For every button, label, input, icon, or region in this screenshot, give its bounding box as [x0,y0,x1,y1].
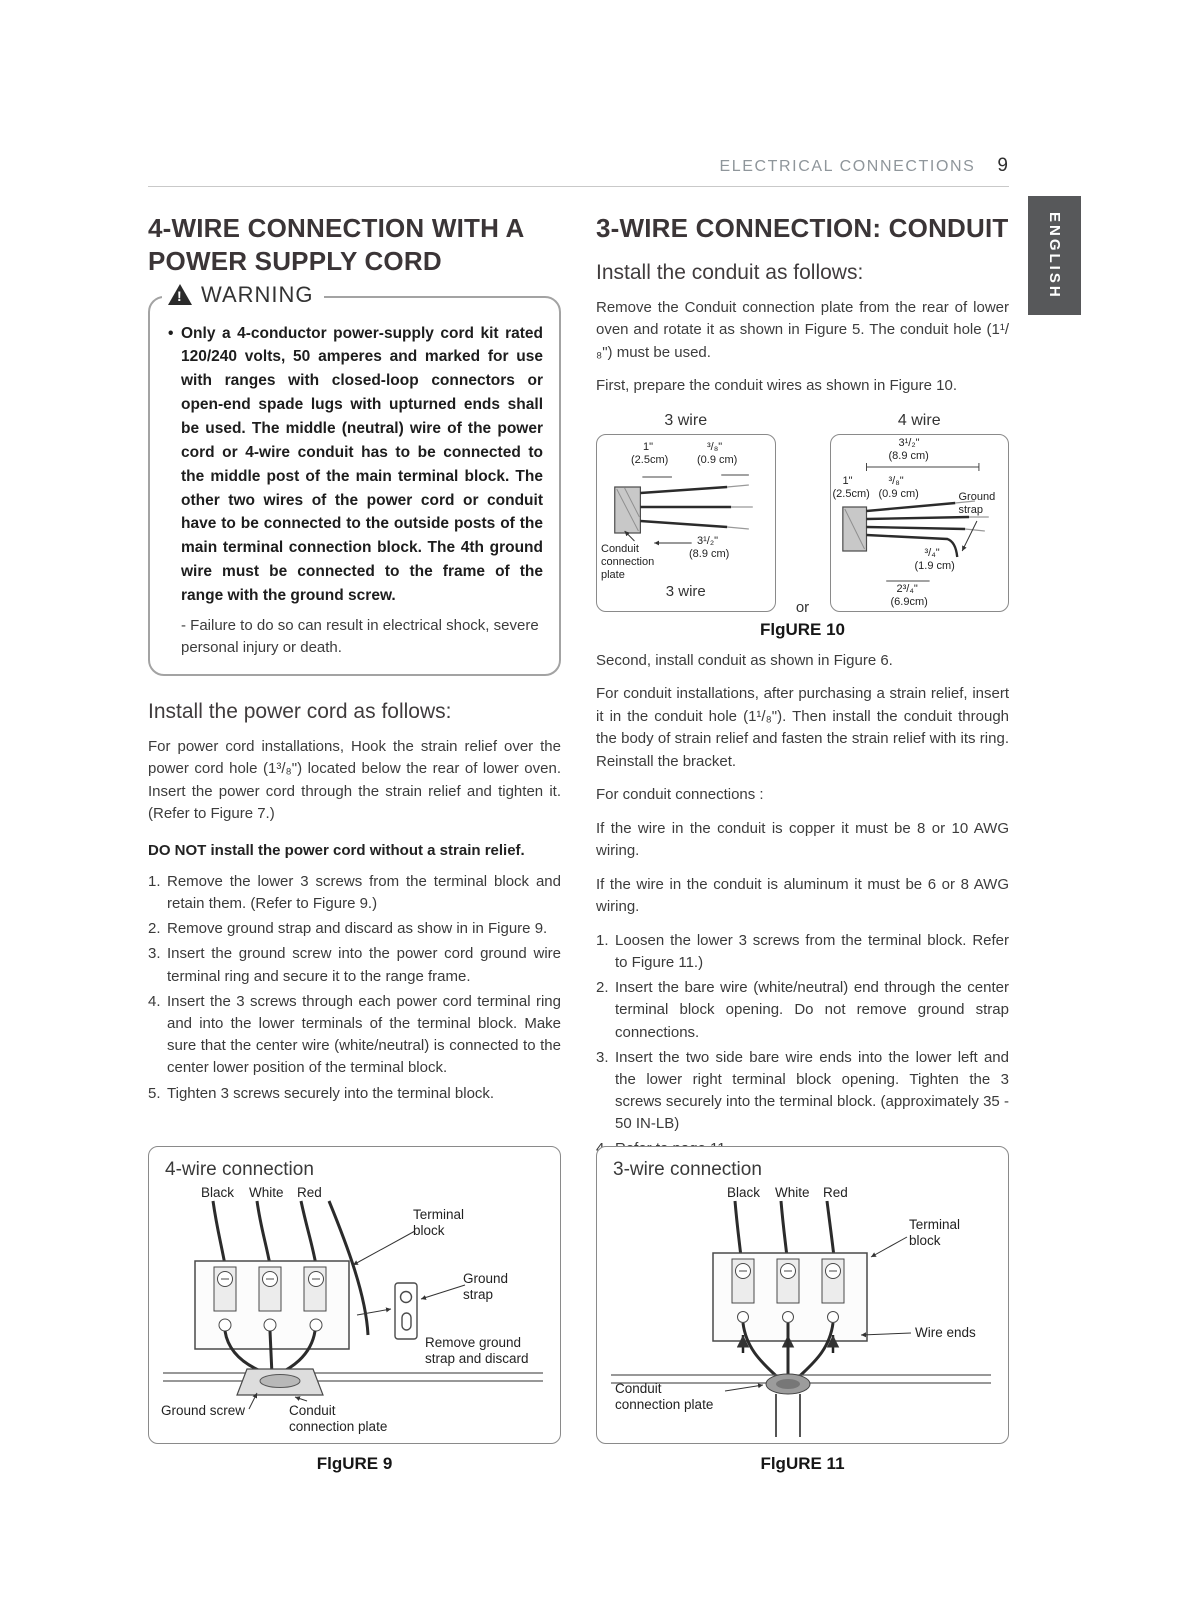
step-item: Insert the two side bare wire ends into the lower left and the lower right terminal block opening. Tighten the 3 screws securely into the terminal block. (approximately 35 - 50 IN-LB) [615,1048,1009,1133]
dim-3-4in: ³/₄" [924,546,940,559]
figure9-drawing [161,1185,547,1437]
wire-label-red: Red [297,1185,322,1200]
fig10-3wire-label: 3 wire [665,582,706,600]
figure11-box [596,1146,1009,1444]
dim-1in: 1" [643,440,654,453]
power-cord-paragraph: For power cord installations, Hook the strain relief over the power cord hole (1³/₈") located below the rear of lower oven. Insert the power cord through the strain relief and tighten it. (Refer to Figure 7.) [148,737,561,823]
figure9-caption: FlgURE 9 [316,1454,393,1473]
figure10-left-column [596,412,776,612]
figure9-area [148,1146,561,1474]
fig10-conduit-plate-label: Conduit connection plate [601,542,655,582]
strain-relief-warning: DO NOT install the power cord without a strain relief. [148,841,525,859]
dim-1in-cm: (2.5cm) [631,453,669,466]
warning-text: • Only a 4-conductor power-supply cord kit rated 120/240 volts, 50 amperes and marked for use with ranges with closed-loop connectors or open-end spade lugs with upturned ends shall be used. The middle (neutral) wire of the power cord or 4-wire conduit has to be connected to the middle post of the main terminal block. The other two wires of the power cord or conduit have to be connected to the outside posts of the main terminal connection block. The 4th ground wire must be connected to the frame of the range with the ground screw. [166,322,543,608]
dim-3half-cm: (8.9 cm) [689,547,730,560]
dim-1in-cm-r: (2.5cm) [832,487,870,500]
conduit-plate-label: Conduit connection plate [615,1381,714,1413]
warning-list [166,322,543,608]
page-number: 9 [997,155,1008,176]
step-item: Tighten 3 screws securely into the terminal block. [167,1084,495,1102]
figure10-left-header: 3 wire [664,411,708,429]
wire-label-black: Black [201,1185,235,1200]
ground-strap-drawing [395,1283,417,1339]
figure10-right-column [830,412,1010,612]
right-column [596,212,1009,1474]
step-item: Remove ground strap and discard as show in in Figure 9. [167,920,548,938]
figure9-title: 4-wire connection [165,1159,314,1180]
fig10-or-label: or [795,598,810,616]
dim-1in-r: 1" [842,474,853,487]
figure10-right-box [830,434,1010,612]
step-item: Insert the 3 screws through each power cord terminal ring and into the lower terminals of the terminal block. Make sure that the center wire (white/neutral) is connected to the center lower position of the terminal block. [167,992,561,1077]
conduit-clamp-drawing [766,1374,810,1437]
conduit-paragraph-4: For conduit installations, after purchasing a strain relief, insert it in the conduit hole (1¹/₈"). Then install the conduit through the body of strain relief and fasten the strain relief with its ring. Reinstall the bracket. [596,685,1009,770]
conduit-paragraph-2: First, prepare the conduit wires as shown in Figure 10. [596,377,958,395]
figure11-caption: FlgURE 11 [760,1454,845,1473]
conduit-paragraph-1: Remove the Conduit connection plate from the rear of lower oven and rotate it as shown in Figure 5. The conduit hole (1¹/₈") must be used. [596,298,1009,361]
dim-3-8in-cm: (0.9 cm) [697,453,738,466]
figure10-left-box [596,434,776,612]
step-item: Insert the ground screw into the power cord ground wire terminal ring and secure it to the range frame. [167,945,561,985]
dim-2-3-4in: 2³/₄" [896,582,918,595]
wire-label-white: White [775,1185,810,1200]
dim-3-8in-cm-r: (0.9 cm) [878,487,919,500]
range-frame [163,1373,543,1381]
dim-3-8in: ³/₈" [707,440,723,453]
terminal-block-label: Terminal block [413,1207,465,1239]
figure9-diagram [161,1185,548,1437]
conduit-steps [596,930,1009,1161]
dim-2-3-4in-cm: (6.9cm) [890,595,928,608]
left-section-title: 4-WIRE CONNECTION WITH A POWER SUPPLY CORD [148,213,524,276]
wire-label-black: Black [727,1185,761,1200]
step-item: Loosen the lower 3 screws from the terminal block. Refer to Figure 11.) [615,931,1009,971]
right-section-title: 3-WIRE CONNECTION: CONDUIT [596,213,1009,243]
ground-screw-label: Ground screw [161,1403,246,1418]
left-column [148,212,561,1474]
conduit-paragraph-7: If the wire in the conduit is aluminum it must be 6 or 8 AWG wiring. [596,875,1009,916]
figure10 [596,411,1009,616]
conduit-wires [735,1201,834,1257]
warning-title: WARNING [201,281,314,307]
power-cord-steps [148,871,561,1105]
figure9-box [148,1146,561,1444]
dim-3half-in: 3¹/₂" [697,534,719,547]
wire-label-red: Red [823,1185,848,1200]
remove-strap-label: Remove ground strap and discard [425,1335,529,1367]
figure10-right-header: 4 wire [897,411,941,429]
warning-box [148,281,561,676]
ground-strap-label: Ground strap [463,1271,509,1303]
step-item: Remove the lower 3 screws from the terminal block and retain them. (Refer to Figure 9.) [167,872,561,912]
dim-3half-cm-top: (8.9 cm) [888,449,929,462]
wire-label-white: White [249,1185,284,1200]
figure11-title: 3-wire connection [613,1159,762,1180]
terminal-block-drawing [713,1253,867,1341]
figure11-diagram [609,1185,996,1437]
wire-ends-label: Wire ends [915,1325,976,1340]
fig10-ground-strap-label: Ground strap [958,490,996,516]
dim-3half-in-top: 3¹/₂" [898,436,920,449]
power-cord-heading: Install the power cord as follows: [148,699,452,723]
terminal-block-label: Terminal block [909,1217,961,1249]
language-tab: ENGLISH [1028,196,1081,315]
dim-3-8in-r: ³/₈" [888,474,904,487]
conduit-paragraph-5: For conduit connections : [596,786,764,804]
step-item: Insert the bare wire (white/neutral) end through the center terminal block opening. Do not remove ground strap connections. [615,979,1009,1041]
terminal-block-drawing [195,1261,349,1349]
conduit-paragraph-6: If the wire in the conduit is copper it must be 8 or 10 AWG wiring. [596,819,1009,860]
conduit-plate-label: Conduit connection plate [289,1403,388,1435]
warning-icon [168,284,192,305]
conduit-plate-drawing [237,1369,323,1395]
warning-consequence: - Failure to do so can result in electrical shock, severe personal injury or death. [181,616,539,657]
conduit-paragraph-3: Second, install conduit as shown in Figure 6. [596,651,893,669]
figure10-caption: FlgURE 10 [759,619,846,639]
conduit-heading: Install the conduit as follows: [596,260,864,284]
header-rule [148,186,1009,187]
dim-3-4in-cm: (1.9 cm) [914,559,955,572]
header-section-title: ELECTRICAL CONNECTIONS [719,158,976,175]
page-header [719,155,1008,177]
figure11-area [596,1146,1009,1474]
warning-header [162,282,324,308]
